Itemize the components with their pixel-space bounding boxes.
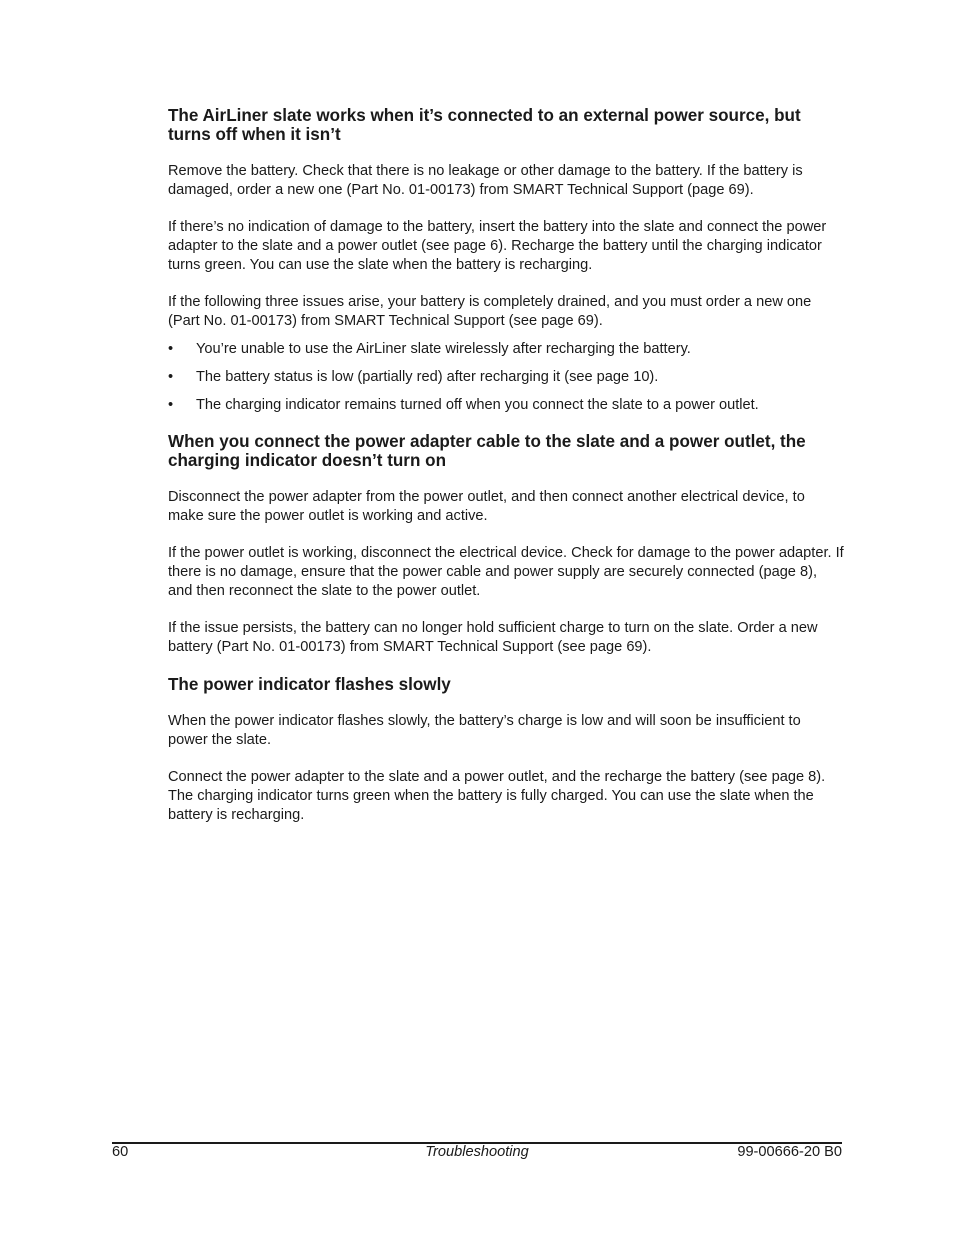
bullet-icon: • (168, 369, 174, 385)
paragraph-connect-recharge: Connect the power adapter to the slate and a power outlet, and the recharge the battery (see page 8). The charging indicator turns green when the battery is fully charged. You can use the slate when the battery is recharging. (168, 769, 826, 823)
footer-section-title: Troubleshooting (425, 1144, 529, 1160)
list-item (168, 340, 844, 359)
paragraph-no-damage: If there’s no indication of damage to the battery, insert the battery into the slate and connect the power adapter to the slate and a power outlet (see page 6). Recharge the battery until the charging indicator turns green. You can use the slate when the battery is recharging. (168, 219, 827, 273)
paragraph-flashes-slowly: When the power indicator flashes slowly, the battery’s charge is low and will soon be insufficient to power the slate. (168, 713, 801, 748)
list-item-text: You’re unable to use the AirLiner slate wirelessly after recharging the battery. (196, 341, 691, 357)
list-item-text: The battery status is low (partially red) after recharging it (see page 10). (196, 369, 659, 385)
page-number: 60 (112, 1144, 129, 1160)
paragraph-outlet-working: If the power outlet is working, disconnect the electrical device. Check for damage to the power adapter. If there is no damage, ensure that the power cable and power supply are securely connected (page 8), and then reconnect the slate to the power outlet. (168, 545, 844, 599)
paragraph-remove-battery: Remove the battery. Check that there is no leakage or other damage to the battery. If the battery is damaged, order a new one (Part No. 01-00173) from SMART Technical Support (page 69). (168, 163, 803, 198)
paragraph-three-issues: If the following three issues arise, your battery is completely drained, and you must order a new one (Part No. 01-00173) from SMART Technical Support (see page 69). (168, 294, 812, 329)
page-content (168, 106, 844, 843)
document-number: 99-00666-20 B0 (737, 1144, 842, 1160)
bullet-icon: • (168, 397, 174, 413)
list-item (168, 368, 844, 387)
section-heading-slate-turns-off: The AirLiner slate works when it’s connected to an external power source, but turns off when it isn’t (168, 106, 801, 144)
paragraph-issue-persists: If the issue persists, the battery can no longer hold sufficient charge to turn on the slate. Order a new battery (Part No. 01-00173) from SMART Technical Support (see page 69). (168, 620, 818, 655)
bullet-icon: • (168, 341, 174, 357)
list-item (168, 396, 844, 415)
section-heading-charging-indicator: When you connect the power adapter cable to the slate and a power outlet, the charging indicator doesn’t turn on (168, 432, 806, 470)
issue-list (168, 340, 844, 415)
paragraph-disconnect-adapter: Disconnect the power adapter from the power outlet, and then connect another electrical device, to make sure the power outlet is working and active. (168, 489, 805, 524)
section-heading-power-indicator: The power indicator flashes slowly (168, 675, 451, 694)
list-item-text: The charging indicator remains turned off when you connect the slate to a power outlet. (196, 397, 759, 413)
